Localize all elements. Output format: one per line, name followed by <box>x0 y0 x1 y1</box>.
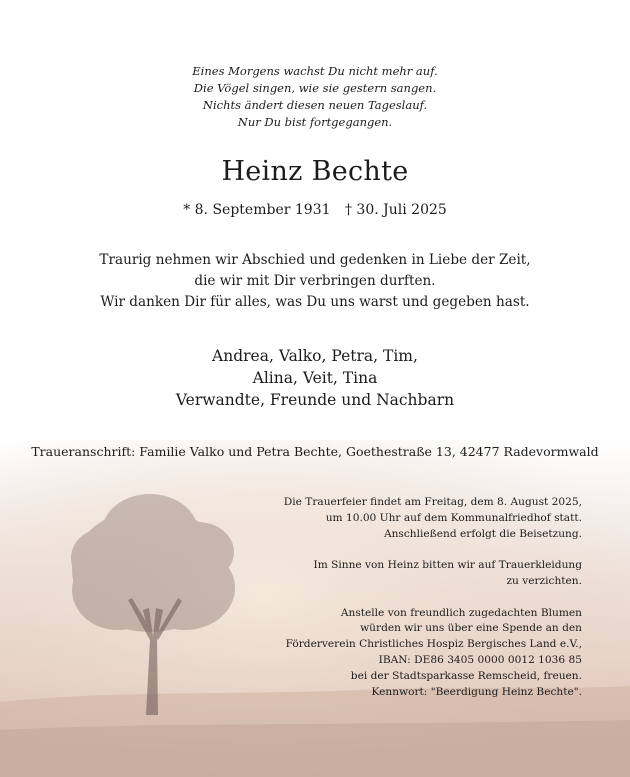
family-line: Andrea, Valko, Petra, Tim, <box>212 347 418 365</box>
poem <box>0 63 630 131</box>
poem-line: Die Vögel singen, wie sie gestern sangen. <box>193 81 437 95</box>
clothing-line: Im Sinne von Heinz bitten wir auf Trauerkleidung <box>313 559 582 572</box>
poem-line: Eines Morgens wachst Du nicht mehr auf. <box>192 64 438 78</box>
donation-line: würden wir uns über eine Spende an den <box>360 622 582 635</box>
birth-date: * 8. September 1931 <box>183 202 331 218</box>
deceased-name: Heinz Bechte <box>221 156 409 187</box>
mourning-line: die wir mit Dir verbringen durften. <box>194 273 436 289</box>
family-names <box>0 345 630 411</box>
donation-info <box>252 606 582 701</box>
mourning-text <box>0 250 630 313</box>
funeral-notes <box>252 495 582 716</box>
ceremony-info <box>252 495 582 542</box>
donation-line: Förderverein Christliches Hospiz Bergisches Land e.V., <box>285 638 582 651</box>
clothing-line: zu verzichten. <box>506 574 582 587</box>
donation-line: IBAN: DE86 3405 0000 0012 1036 85 <box>378 653 582 666</box>
clothing-info <box>252 558 582 590</box>
poem-line: Nur Du bist fortgegangen. <box>237 115 393 129</box>
poem-line: Nichts ändert diesen neuen Tageslauf. <box>202 98 428 112</box>
donation-line: Anstelle von freundlich zugedachten Blumen <box>340 606 582 619</box>
donation-line: Kennwort: "Beerdigung Heinz Bechte". <box>371 685 582 698</box>
ceremony-line: Anschließend erfolgt die Beisetzung. <box>383 527 582 540</box>
life-dates <box>0 202 630 218</box>
mourning-line: Traurig nehmen wir Abschied und gedenken in Liebe der Zeit, <box>99 252 531 268</box>
mourning-line: Wir danken Dir für alles, was Du uns warst und gegeben hast. <box>100 294 530 310</box>
family-line: Alina, Veit, Tina <box>252 369 378 387</box>
donation-line: bei der Stadtsparkasse Remscheid, freuen. <box>350 669 582 682</box>
ceremony-line: Die Trauerfeier findet am Freitag, dem 8. August 2025, <box>283 496 582 508</box>
ceremony-line: um 10.00 Uhr auf dem Kommunalfriedhof statt. <box>325 511 582 524</box>
death-date: † 30. Juli 2025 <box>344 202 447 218</box>
family-line: Verwandte, Freunde und Nachbarn <box>175 391 455 409</box>
mourning-address: Traueranschrift: Familie Valko und Petra Bechte, Goethestraße 13, 42477 Radevormwald <box>31 444 599 459</box>
